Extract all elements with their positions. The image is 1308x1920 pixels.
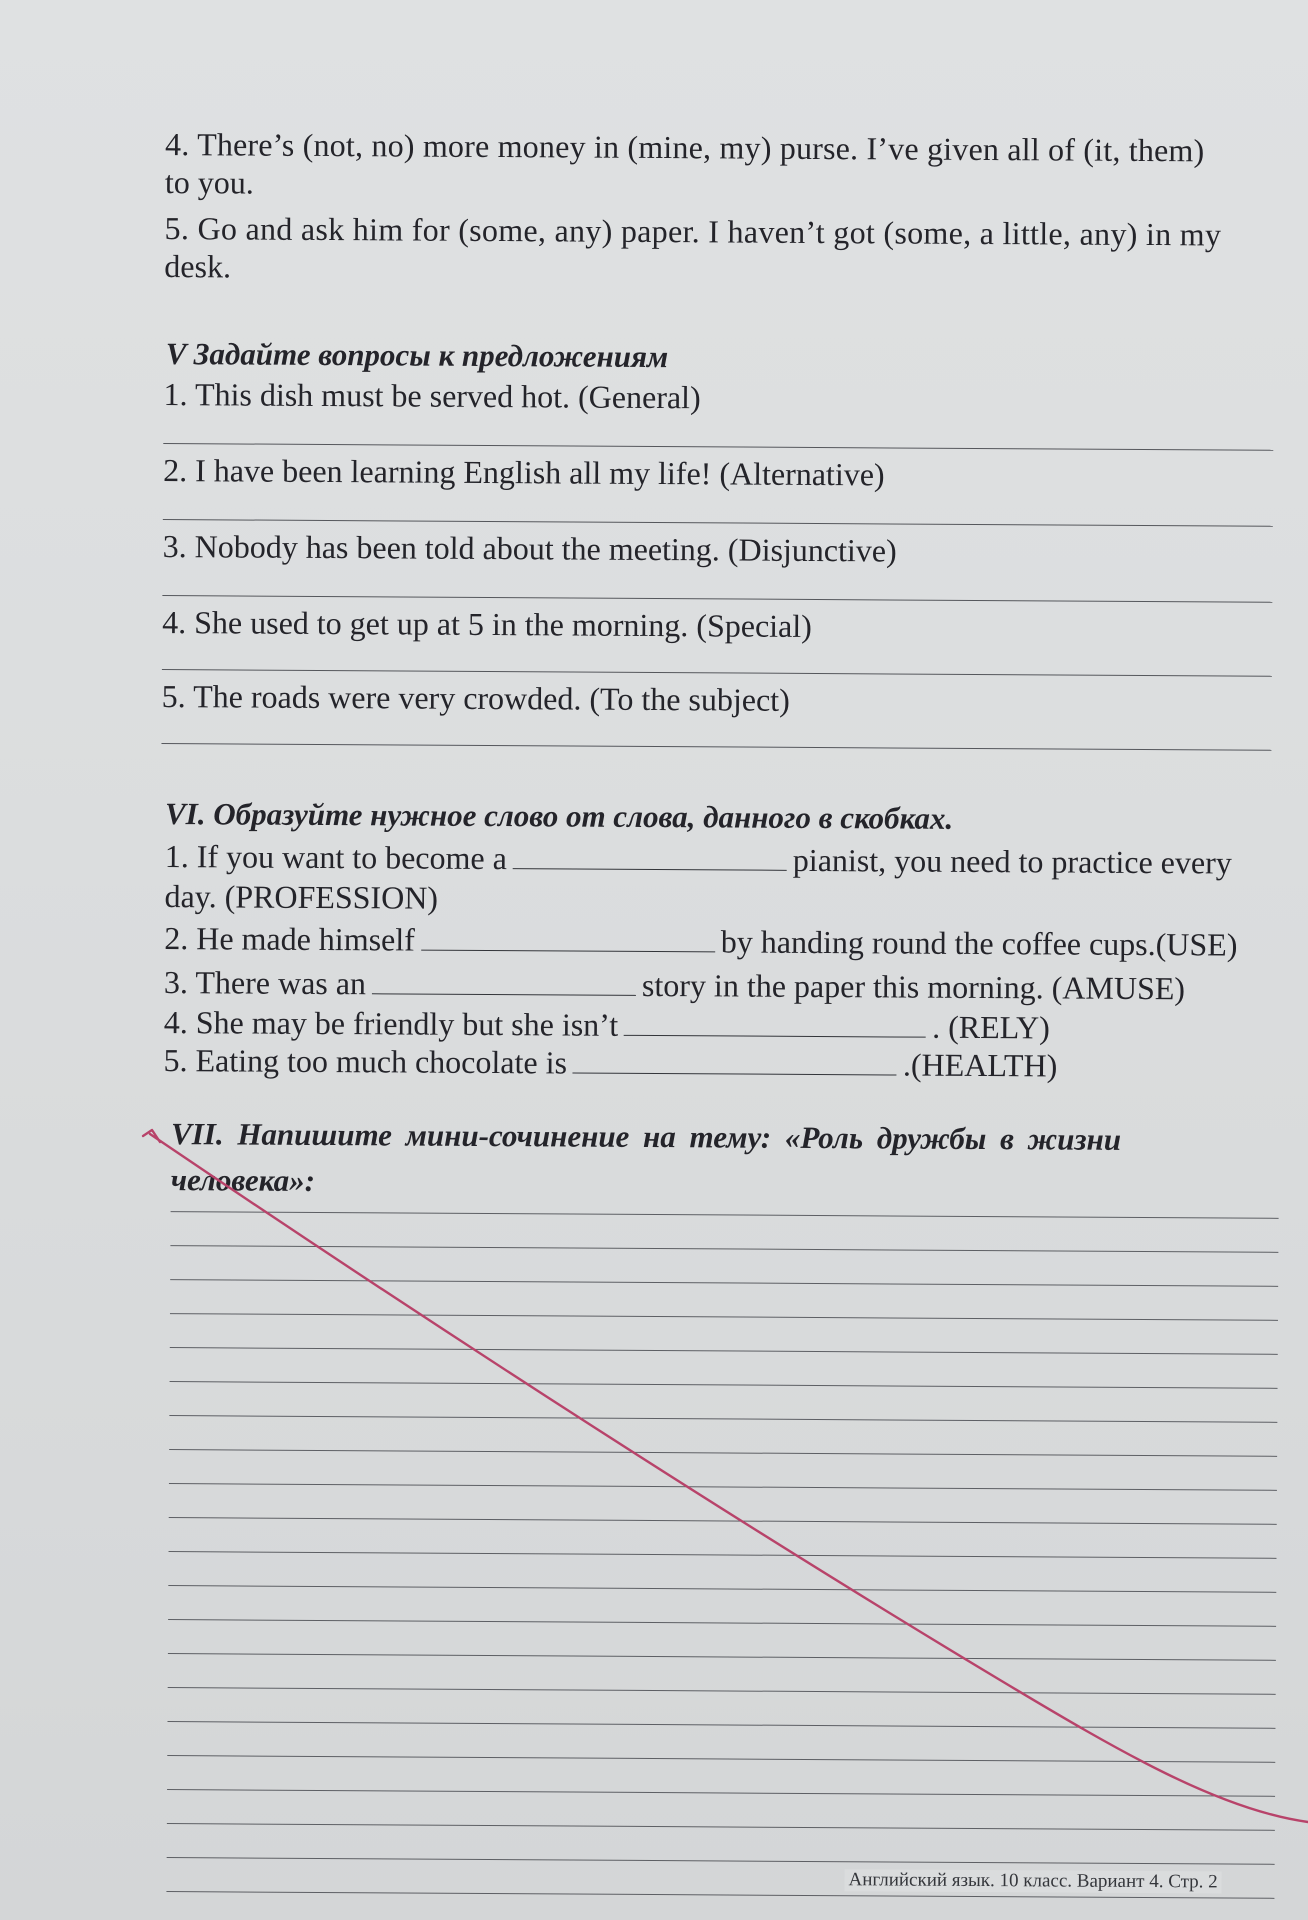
answer-line-2[interactable] — [163, 519, 1273, 527]
section-vi-item-2-before: 2. He made himself — [164, 920, 415, 958]
answer-line-1[interactable] — [163, 443, 1273, 451]
section-vi-item-3-before: 3. There was an — [163, 964, 367, 1002]
essay-line[interactable] — [168, 1687, 1276, 1695]
section-vi-item-1-after: pianist, you need to practice every — [792, 841, 1232, 881]
section-vi-item-1-before: 1. If you want to become a — [164, 838, 507, 877]
essay-line[interactable] — [167, 1721, 1275, 1729]
section-v-item-5: 5. The roads were very crowded. (To the subject) — [161, 678, 790, 718]
section-vi-item-1-line-2: day. (PROFESSION) — [164, 878, 439, 916]
essay-line[interactable] — [170, 1313, 1278, 1321]
section-v-item-2: 2. I have been learning English all my life! (Alternative) — [163, 452, 885, 493]
essay-line[interactable] — [167, 1823, 1275, 1831]
blank-health[interactable] — [573, 1047, 897, 1076]
essay-line[interactable] — [169, 1551, 1277, 1559]
answer-line-3[interactable] — [162, 595, 1272, 603]
section-iv-item-5-line-2: desk. — [164, 248, 232, 285]
section-vi-item-5-before: 5. Eating too much chocolate is — [163, 1042, 568, 1081]
section-iv-item-5-line-1: 5. Go and ask him for (some, any) paper. I haven’t got (some, a little, any) in my — [164, 210, 1222, 253]
section-v-item-1: 1. This dish must be served hot. (General) — [163, 376, 701, 416]
blank-profession[interactable] — [513, 842, 787, 871]
section-v-item-4: 4. She used to get up at 5 in the morning. (Special) — [162, 604, 812, 644]
answer-line-4[interactable] — [162, 669, 1272, 677]
section-vi-item-2-after: by handing round the coffee cups.(USE) — [720, 923, 1238, 963]
essay-line[interactable] — [169, 1449, 1277, 1457]
section-vii-heading-line-2: человека»: — [170, 1162, 316, 1198]
essay-line[interactable] — [171, 1211, 1279, 1219]
section-iv-item-4-line-1: 4. There’s (not, no) more money in (mine, my) purse. I’ve given all of (it, them) — [165, 126, 1205, 169]
essay-line[interactable] — [168, 1653, 1276, 1661]
section-vi-item-4-after: . (RELY) — [932, 1008, 1050, 1046]
essay-line[interactable] — [169, 1483, 1277, 1491]
essay-line[interactable] — [170, 1381, 1278, 1389]
section-vi-item-4-before: 4. She may be friendly but she isn’t — [163, 1004, 619, 1043]
section-vi-item-4 — [164, 1003, 1050, 1046]
essay-line[interactable] — [169, 1415, 1277, 1423]
essay-line[interactable] — [169, 1517, 1277, 1525]
section-vi-item-2 — [164, 919, 1237, 964]
section-vi-heading: VI. Образуйте нужное слово от слова, данного в скобках. — [164, 796, 954, 836]
essay-line[interactable] — [168, 1585, 1276, 1593]
section-v-item-3: 3. Nobody has been told about the meeting. (Disjunctive) — [162, 528, 897, 569]
section-vi-item-1 — [165, 837, 1232, 882]
essay-line[interactable] — [167, 1857, 1275, 1865]
section-vii-heading-line-1: VII. Напишите мини-сочинение на тему: «Роль дружбы в жизни — [170, 1116, 1122, 1157]
blank-rely[interactable] — [624, 1009, 926, 1038]
essay-line[interactable] — [167, 1755, 1275, 1763]
section-vi-item-5 — [163, 1041, 1057, 1084]
section-iv-item-4-line-2: to you. — [164, 164, 254, 201]
section-vi-item-5-after: .(HEALTH) — [902, 1046, 1058, 1084]
essay-line[interactable] — [170, 1279, 1278, 1287]
section-v-heading: V Задайте вопросы к предложениям — [165, 336, 669, 375]
answer-line-5[interactable] — [161, 743, 1271, 751]
essay-line[interactable] — [168, 1619, 1276, 1627]
section-vi-item-3-after: story in the paper this morning. (AMUSE) — [641, 966, 1186, 1007]
blank-use[interactable] — [421, 924, 715, 953]
essay-line[interactable] — [170, 1347, 1278, 1355]
blank-amuse[interactable] — [372, 967, 636, 996]
essay-line[interactable] — [170, 1245, 1278, 1253]
page-footer: Английский язык. 10 класс. Вариант 4. Стр. 2 — [844, 1869, 1221, 1893]
section-vi-item-3 — [164, 963, 1185, 1007]
essay-line[interactable] — [167, 1789, 1275, 1797]
